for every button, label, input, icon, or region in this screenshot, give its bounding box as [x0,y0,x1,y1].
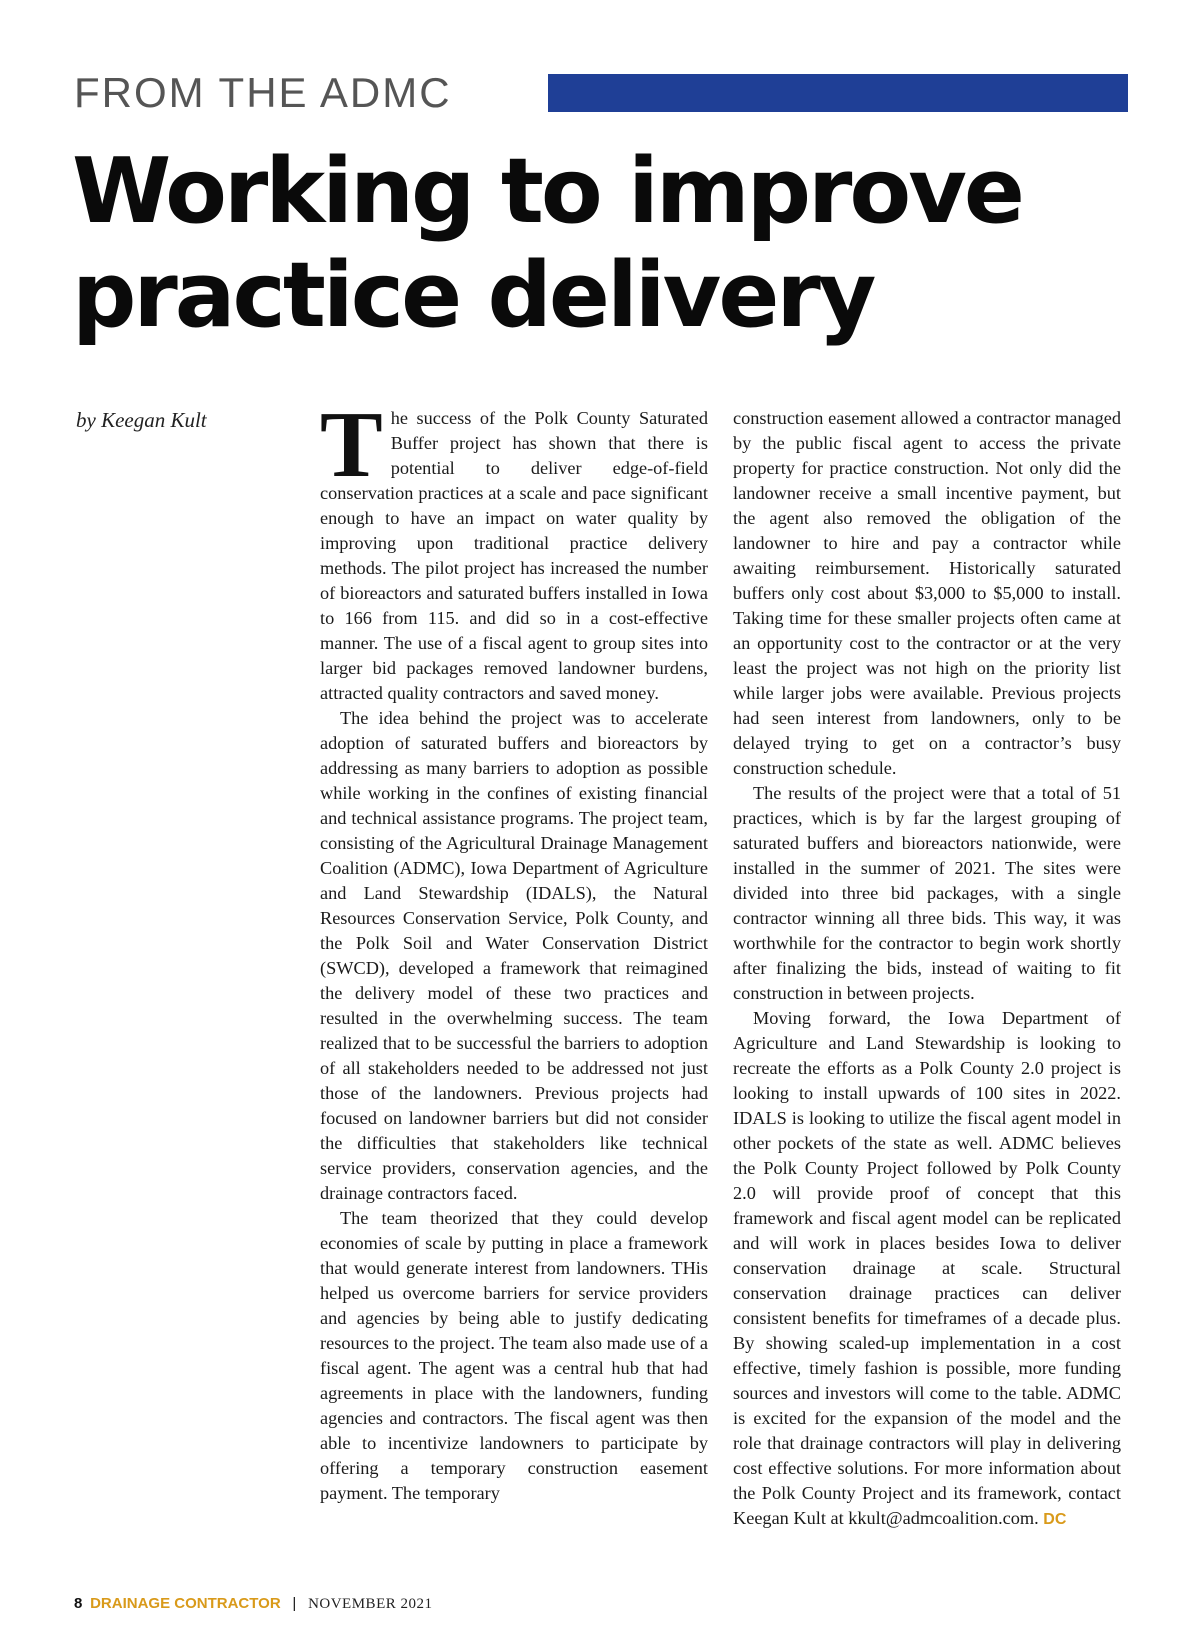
footer-separator: | [292,1595,297,1612]
magazine-name: DRAINAGE CONTRACTOR [90,1595,281,1612]
paragraph: The results of the project were that a total of 51 practices, which is by far the largest grouping of saturated buffers and bioreactors nationwide, were installed in the summer of 2021. The sites were divided into three bid packages, with a single contractor winning all three bids. This way, it was worthwhile for the contractor to begin work shortly after finalizing the bids, instead of waiting to fit construction in between projects. [733,783,1121,1003]
section-accent-bar [548,74,1128,112]
paragraph [320,393,708,706]
article-column-1 [320,393,708,1506]
section-label: FROM THE ADMC [74,69,452,116]
paragraph-text: Moving forward, the Iowa Department of Agriculture and Land Stewardship is looking to recreate the efforts as a Polk County 2.0 project is looking to install upwards of 100 sites in 2022. IDALS is looking to utilize the fiscal agent model in other pockets of the state as well. ADMC believes the Polk County Project followed by Polk County 2.0 will provide proof of concept that this framework and fiscal agent model can be replicated and will work in places besides Iowa to deliver conservation drainage at scale. Structural conservation drainage practices can deliver consistent benefits for timeframes of a decade plus. By showing scaled-up implementation in a cost effective, timely fashion is possible, more funding sources and investors will come to the table. ADMC is excited for the expansion of the model and the role that drainage contractors will play in delivering cost effective solutions. For more information about the Polk County Project and its framework, contact Keegan Kult at kkult@admcoalition.com. [733,1008,1121,1528]
paragraph: construction easement allowed a contractor managed by the public fiscal agent to access the private property for practice construction. Not only did the landowner receive a small incentive payment, but the agent also removed the obligation of the landowner to hire and pay a contractor while awaiting reimbursement. Historically saturated buffers only cost about $3,000 to $5,000 to install. Taking time for these smaller projects often came at an opportunity cost to the contractor or at the very least the project was not high on the priority list while larger jobs were available. Previous projects had seen interest from landowners, only to be delayed trying to get on a contractor’s busy construction schedule. [733,408,1121,778]
drop-cap: T [320,393,383,497]
paragraph: The team theorized that they could develop economies of scale by putting in place a framework that would generate interest from landowners. THis helped us overcome barriers for service providers and agencies by being able to justify dedicating resources to the project. The team also made use of a fiscal agent. The agent was a central hub that had agreements in place with the landowners, funding agencies and contractors. The fiscal agent was then able to incentivize landowners to participate by offering a temporary construction easement payment. The temporary [320,1208,708,1503]
page-number: 8 [74,1595,83,1612]
article-column-2 [733,406,1121,1532]
paragraph [733,1006,1121,1532]
article-title: Working to improve practice delivery [72,139,1022,348]
section-header [74,70,1128,116]
end-mark: DC [1043,1511,1067,1528]
byline: by Keegan Kult [76,408,207,432]
page-footer [74,1594,432,1614]
paragraph: The idea behind the project was to accelerate adoption of saturated buffers and bioreactors by addressing as many barriers to adoption as possible while working in the confines of existing financial and technical assistance programs. The project team, consisting of the Agricultural Drainage Management Coalition (ADMC), Iowa Department of Agriculture and Land Stewardship (IDALS), the Natural Resources Conservation Service, Polk County, and the Polk Soil and Water Conservation District (SWCD), developed a framework that reimagined the delivery model of these two practices and resulted in the overwhelming success. The team realized that to be successful the barriers to adoption of all stakeholders needed to be addressed not just those of the landowners. Previous projects had focused on landowner barriers but did not consider the difficulties that stakeholders like technical service providers, conservation agencies, and the drainage contractors faced. [320,708,708,1203]
issue-date: NOVEMBER 2021 [308,1596,433,1612]
paragraph-text: he success of the Polk County Saturated Buffer project has shown that there is potential to deliver edge-of-field conservation practices at a scale and pace significant enough to have an impact on water quality by improving upon traditional practice delivery methods. The pilot project has increased the number of bioreactors and saturated buffers installed in Iowa to 166 from 115. and did so in a cost-effective manner. The use of a fiscal agent to group sites into larger bid packages removed landowner burdens, attracted quality contractors and saved money. [320,408,708,703]
